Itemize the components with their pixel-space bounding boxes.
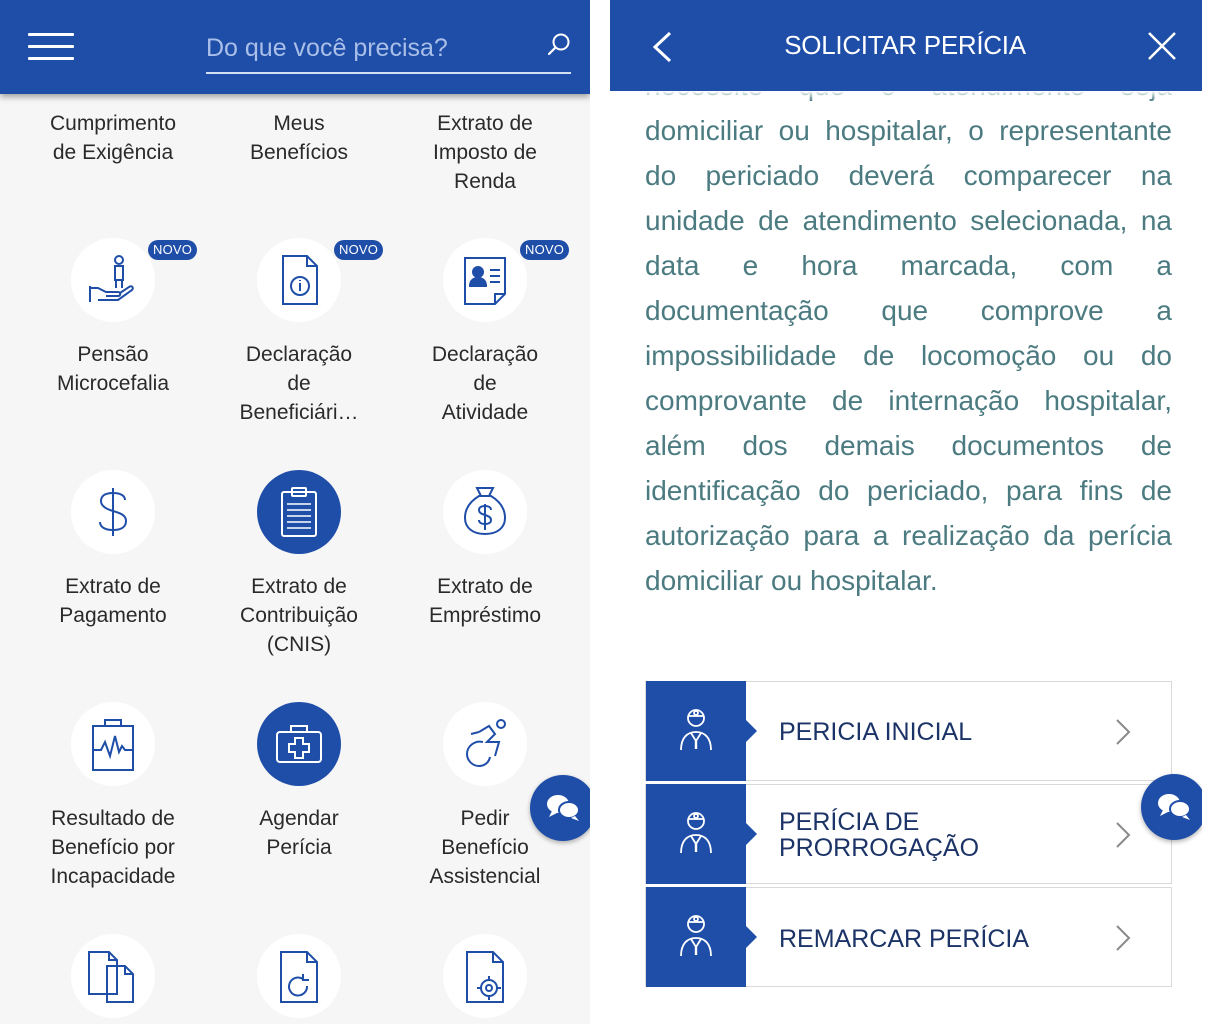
tile-resultado-beneficio-incapacidade[interactable]: [20, 702, 206, 902]
tile-declaracao-beneficiario[interactable]: [206, 238, 392, 438]
top-bar: [0, 0, 590, 94]
tile-documento-renovar[interactable]: [206, 934, 392, 1024]
back-icon[interactable]: [650, 30, 674, 64]
screen-divider: [590, 0, 610, 1024]
hand-person-icon: [85, 252, 141, 308]
document-refresh-icon: [271, 948, 327, 1004]
money-bag-icon: [457, 484, 513, 540]
close-icon[interactable]: [1146, 30, 1178, 62]
tile-cumprimento-exigencia[interactable]: [20, 94, 206, 214]
option-icon-box: [646, 681, 746, 781]
tile-label: Pensão Microcefalia: [56, 343, 170, 395]
tile-meus-beneficios[interactable]: [206, 94, 392, 214]
document-seal-icon: [457, 948, 513, 1004]
copy-documents-icon: [85, 948, 141, 1004]
tile-agendar-pericia[interactable]: [206, 702, 392, 902]
option-label: PERICIA INICIAL: [779, 718, 973, 746]
new-badge: NOVO: [334, 240, 383, 260]
doctor-icon: [671, 912, 721, 962]
tile-label: Extrato de Empréstimo: [428, 575, 542, 627]
chevron-right-icon: [1114, 718, 1132, 746]
tile-icon-circle: [257, 470, 341, 554]
new-badge: NOVO: [520, 240, 569, 260]
option-icon-box: [646, 784, 746, 884]
tile-icon-circle: [443, 238, 527, 322]
tile-icon-circle: [71, 470, 155, 554]
tile-label: Resultado de Benefício por Incapacidade: [50, 807, 176, 888]
scroll-fade: [610, 91, 1202, 101]
tile-icon-circle: [443, 934, 527, 1018]
chat-button[interactable]: [530, 775, 590, 841]
heart-monitor-icon: [85, 716, 141, 772]
tile-label: Extrato de Imposto de Renda: [433, 112, 537, 193]
tile-declaracao-atividade[interactable]: [392, 238, 578, 438]
tile-label: Declaração de Beneficiári…: [239, 343, 359, 424]
option-pericia-prorrogacao[interactable]: [645, 784, 1172, 884]
option-pericia-inicial[interactable]: [645, 681, 1172, 781]
tile-extrato-emprestimo[interactable]: [392, 470, 578, 670]
tile-label: Cumprimento de Exigência: [49, 112, 177, 164]
tile-icon-circle: [257, 934, 341, 1018]
tile-documentos[interactable]: [20, 934, 206, 1024]
info-paragraph: domiciliar ou hospitalar, o representante do periciado deverá comparecer na unidade de atendimento selecionada, na data e hora marcada, com a documentação que comprove a impossibilidade de locomoção ou do comprovante de internação hospitalar, além dos demais documentos de identificação do periciado, para fins de autorização para a realização da perícia domiciliar ou hospitalar.: [645, 115, 1172, 596]
home-screen: [0, 0, 590, 1024]
info-document-icon: [271, 252, 327, 308]
tile-pensao-microcefalia[interactable]: [20, 238, 206, 438]
tile-label: Agendar Perícia: [259, 807, 339, 859]
option-label: PERÍCIA DE PRORROGAÇÃO: [779, 808, 980, 862]
tile-label: Extrato de Contribuição (CNIS): [240, 575, 358, 656]
chevron-right-icon: [1114, 924, 1132, 952]
tile-extrato-pagamento[interactable]: [20, 470, 206, 670]
search-icon[interactable]: [546, 32, 572, 58]
search-underline: [206, 72, 571, 74]
tile-icon-circle: [71, 702, 155, 786]
tile-icon-circle: [257, 238, 341, 322]
doctor-icon: [671, 706, 721, 756]
tile-icon-circle: [257, 702, 341, 786]
tile-extrato-cnis[interactable]: [206, 470, 392, 670]
tile-icon-circle: [71, 238, 155, 322]
clipboard-list-icon: [271, 484, 327, 540]
tile-extrato-imposto-renda[interactable]: [392, 94, 578, 214]
solicitar-pericia-screen: [610, 0, 1202, 1024]
tile-label: Meus Benefícios: [249, 112, 349, 164]
chat-button[interactable]: [1141, 774, 1202, 840]
chat-icon: [544, 791, 582, 825]
menu-icon[interactable]: [28, 31, 74, 61]
option-remarcar-pericia[interactable]: [645, 887, 1172, 987]
option-icon-box: [646, 887, 746, 987]
tile-label: Pedir Benefício Assistencial: [429, 807, 541, 888]
dollar-icon: [85, 484, 141, 540]
chevron-right-icon: [1114, 821, 1132, 849]
search-input[interactable]: [206, 28, 544, 68]
tile-icon-circle: [443, 702, 527, 786]
page-title: SOLICITAR PERÍCIA: [784, 30, 1026, 60]
medical-kit-icon: [271, 716, 327, 772]
tile-icon-circle: [443, 470, 527, 554]
doctor-icon: [671, 809, 721, 859]
tile-icon-circle: [71, 934, 155, 1018]
new-badge: NOVO: [148, 240, 197, 260]
wheelchair-icon: [457, 716, 513, 772]
tile-label: Declaração de Atividade: [431, 343, 539, 424]
id-card-icon: [457, 252, 513, 308]
tile-documento-certificado[interactable]: [392, 934, 578, 1024]
top-bar: [610, 0, 1202, 91]
chat-icon: [1155, 790, 1193, 824]
option-label: REMARCAR PERÍCIA: [779, 925, 1030, 953]
tile-label: Extrato de Pagamento: [59, 575, 167, 627]
